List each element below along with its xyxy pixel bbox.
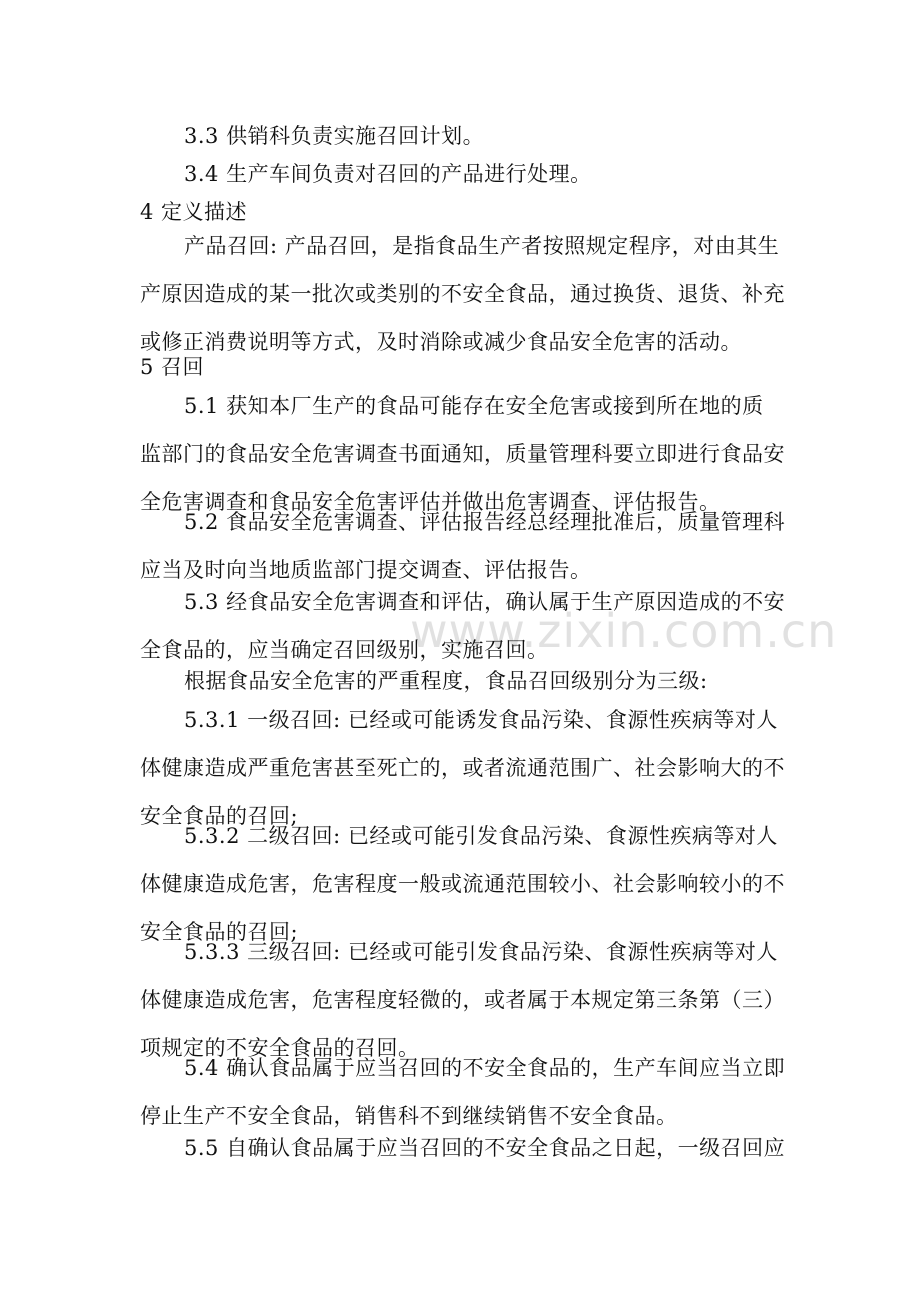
text-line: 全危害调查和食品安全危害评估并做出危害调查、评估报告。 xyxy=(140,490,721,514)
text-line: 体健康造成严重危害甚至死亡的，或者流通范围广、社会影响大的不 xyxy=(140,756,785,780)
text-line: 5 召回 xyxy=(140,355,205,379)
text-line: 产原因造成的某一批次或类别的不安全食品，通过换货、退货、补充 xyxy=(140,282,785,306)
text-line: 3.3 供销科负责实施召回计划。 xyxy=(184,124,485,148)
text-line: 5.3.2 二级召回: 已经或可能引发食品污染、食源性疾病等对人 xyxy=(184,824,778,848)
watermark-text: www.zixin.com.cn xyxy=(410,604,838,658)
text-line: 停止生产不安全食品，销售科不到继续销售不安全食品。 xyxy=(140,1104,678,1128)
text-line: 5.5 自确认食品属于应当召回的不安全食品之日起，一级召回应 xyxy=(184,1136,786,1160)
text-line: 根据食品安全危害的严重程度，食品召回级别分为三级: xyxy=(184,669,708,693)
text-line: 4 定义描述 xyxy=(140,200,248,224)
text-line: 5.2 食品安全危害调查、评估报告经总经理批准后，质量管理科 xyxy=(184,510,786,534)
text-line: 或修正消费说明等方式，及时消除或减少食品安全危害的活动。 xyxy=(140,330,742,354)
text-line: 应当及时向当地质监部门提交调查、评估报告。 xyxy=(140,558,592,582)
text-line: 体健康造成危害，危害程度轻微的，或者属于本规定第三条第（三） xyxy=(140,988,785,1012)
text-line: 产品召回: 产品召回，是指食品生产者按照规定程序，对由其生 xyxy=(184,234,780,258)
text-line: 5.3 经食品安全危害调查和评估，确认属于生产原因造成的不安 xyxy=(184,590,786,614)
text-line: 安全食品的召回; xyxy=(140,804,299,828)
text-line: 3.4 生产车间负责对召回的产品进行处理。 xyxy=(184,162,592,186)
text-line: 监部门的食品安全危害调查书面通知，质量管理科要立即进行食品安 xyxy=(140,442,785,466)
text-line: 5.3.3 三级召回: 已经或可能引发食品污染、食源性疾病等对人 xyxy=(184,940,778,964)
clause-5-5 xyxy=(140,1124,790,1172)
text-line: 全食品的，应当确定召回级别，实施召回。 xyxy=(140,638,549,662)
text-line: 5.4 确认食品属于应当召回的不安全食品的，生产车间应当立即 xyxy=(184,1056,786,1080)
text-line: 5.1 获知本厂生产的食品可能存在安全危害或接到所在地的质 xyxy=(184,394,764,418)
text-line: 安全食品的召回; xyxy=(140,920,299,944)
text-line: 体健康造成危害，危害程度一般或流通范围较小、社会影响较小的不 xyxy=(140,872,785,896)
text-line: 项规定的不安全食品的召回。 xyxy=(140,1036,420,1060)
text-line: 5.3.1 一级召回: 已经或可能诱发食品污染、食源性疾病等对人 xyxy=(184,708,778,732)
